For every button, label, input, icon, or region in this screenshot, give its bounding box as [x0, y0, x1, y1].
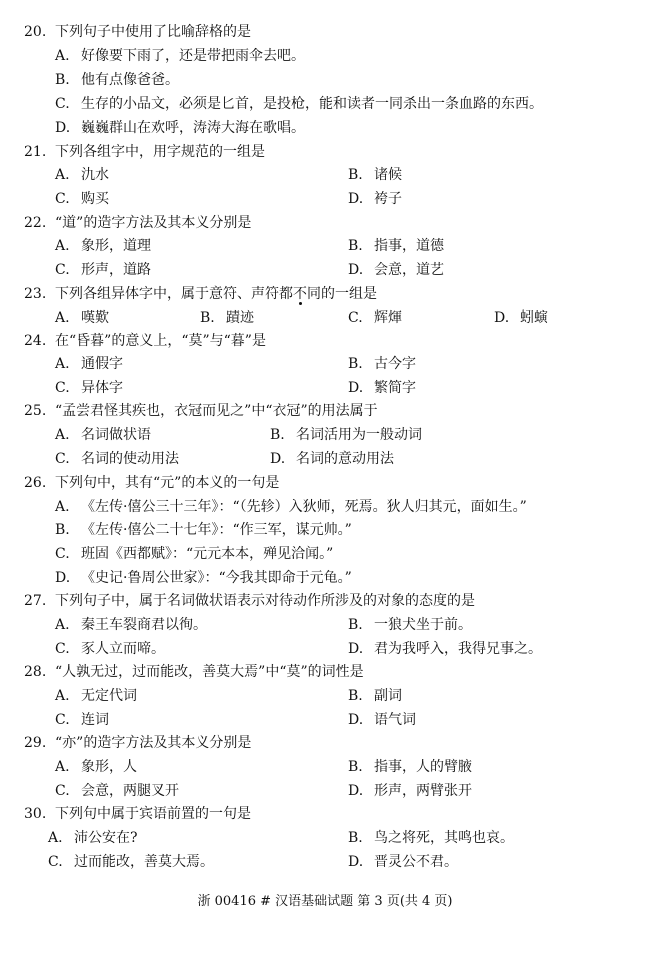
question-stem: “孟尝君怪其疾也，衣冠而见之”中“衣冠”的用法属于	[55, 403, 378, 419]
question-number: 26.	[24, 475, 47, 491]
option-text: 指事，人的臂腋	[374, 759, 472, 775]
option-letter: C.	[55, 546, 70, 562]
option-letter: B.	[348, 238, 363, 254]
question-stem: “亦”的造字方法及其本义分别是	[55, 735, 252, 751]
option-letter: D.	[348, 854, 364, 870]
option-text: 象形，道理	[81, 238, 151, 254]
option-letter: C.	[55, 191, 70, 207]
option-a	[55, 308, 109, 328]
option-text: 通假字	[81, 356, 123, 372]
option-b	[270, 425, 422, 445]
option-text: 副词	[374, 688, 402, 704]
option-letter: A.	[55, 356, 70, 372]
option-letter: A.	[55, 759, 70, 775]
option-letter: A.	[55, 499, 70, 515]
option-c	[348, 308, 402, 328]
option-a	[55, 425, 151, 445]
question-number: 23.	[24, 286, 47, 302]
option-c	[55, 189, 109, 209]
option-text: 晋灵公不君。	[374, 854, 458, 870]
question-number: 24.	[24, 333, 47, 349]
option-text: 一狼犬坐于前。	[374, 617, 472, 633]
option-letter: B.	[348, 167, 363, 183]
emphasized-char: 不	[293, 286, 307, 302]
stem-part: 下列各组异体字中，属于意符、声符都	[55, 286, 293, 302]
option-d	[348, 189, 402, 209]
option-letter: C.	[55, 380, 70, 396]
option-text: 蹟迹	[226, 310, 254, 326]
option-text: 好像要下雨了，还是带把雨伞去吧。	[81, 48, 305, 64]
question-number: 27.	[24, 593, 47, 609]
option-letter: C.	[48, 854, 63, 870]
option-c	[55, 710, 109, 730]
question-number: 30.	[24, 806, 47, 822]
option-letter: D.	[55, 570, 71, 586]
option-text: 嘆歎	[81, 310, 109, 326]
option-a	[55, 757, 137, 777]
option-text: 名词活用为一般动词	[296, 427, 422, 443]
option-letter: A.	[55, 427, 70, 443]
option-letter: D.	[348, 380, 364, 396]
option-b	[348, 165, 402, 185]
option-text: 无定代词	[81, 688, 137, 704]
option-text: 蚓螾	[520, 310, 548, 326]
option-d	[348, 639, 542, 659]
option-d	[494, 308, 548, 328]
option-letter: D.	[270, 451, 286, 467]
option-letter: B.	[55, 522, 70, 538]
option-c	[48, 852, 214, 872]
option-letter: D.	[348, 712, 364, 728]
option-c	[55, 544, 333, 564]
option-letter: A.	[55, 167, 70, 183]
option-text: 购买	[81, 191, 109, 207]
question-stem: 在“昏暮”的意义上，“莫”与“暮”是	[55, 333, 266, 349]
option-a	[55, 354, 123, 374]
option-letter: A.	[55, 617, 70, 633]
option-text: 语气词	[374, 712, 416, 728]
question-number: 20.	[24, 24, 47, 40]
question-number: 21.	[24, 144, 47, 160]
option-text: 鸟之将死，其鸣也哀。	[374, 830, 514, 846]
option-d	[348, 710, 416, 730]
option-letter: D.	[494, 310, 510, 326]
option-letter: D.	[348, 191, 364, 207]
option-d	[348, 378, 416, 398]
option-text: 象形，人	[81, 759, 137, 775]
option-text: 过而能改，善莫大焉。	[74, 854, 214, 870]
question-stem: “人孰无过，过而能改，善莫大焉”中“莫”的词性是	[55, 664, 364, 680]
option-letter: A.	[55, 238, 70, 254]
option-text: 《左传·僖公三十三年》：“（先轸）入狄师，死焉。狄人归其元，面如生。”	[81, 499, 527, 515]
option-text: 辉煇	[374, 310, 402, 326]
option-a	[48, 828, 138, 848]
option-letter: A.	[48, 830, 63, 846]
question-number: 28.	[24, 664, 47, 680]
option-letter: C.	[55, 96, 70, 112]
option-b	[348, 615, 472, 635]
option-letter: D.	[348, 641, 364, 657]
option-text: 秦王车裂商君以徇。	[81, 617, 207, 633]
option-text: 指事，道德	[374, 238, 444, 254]
option-letter: C.	[55, 451, 70, 467]
option-text: 连词	[81, 712, 109, 728]
question-stem: 下列句中，其有“元”的本义的一句是	[55, 475, 280, 491]
option-text: 会意，两腿叉开	[81, 783, 179, 799]
page-footer: 浙 00416 # 汉语基础试题 第 3 页(共 4 页)	[197, 894, 453, 909]
option-a	[55, 46, 305, 66]
option-b	[348, 686, 402, 706]
option-c	[55, 449, 179, 469]
option-text: 名词的使动用法	[81, 451, 179, 467]
option-text: 繁简字	[374, 380, 416, 396]
option-letter: B.	[348, 759, 363, 775]
option-letter: B.	[270, 427, 285, 443]
option-text: 诸候	[374, 167, 402, 183]
option-letter: B.	[200, 310, 215, 326]
option-b	[348, 828, 514, 848]
question-number: 22.	[24, 215, 47, 231]
option-text: 形声，道路	[81, 262, 151, 278]
option-a	[55, 615, 207, 635]
option-letter: A.	[55, 310, 70, 326]
option-letter: A.	[55, 688, 70, 704]
question-stem: 下列句子中使用了比喻辞格的是	[55, 24, 251, 40]
option-c	[55, 378, 123, 398]
option-letter: B.	[348, 617, 363, 633]
option-c	[55, 639, 165, 659]
option-letter: C.	[348, 310, 363, 326]
option-b	[200, 308, 254, 328]
option-letter: B.	[55, 72, 70, 88]
option-d	[348, 260, 444, 280]
option-text: 氿水	[81, 167, 109, 183]
option-letter: D.	[55, 120, 71, 136]
question-stem: “道”的造字方法及其本义分别是	[55, 215, 252, 231]
option-b	[348, 757, 472, 777]
option-text: 他有点像爸爸。	[81, 72, 179, 88]
option-text: 袴子	[374, 191, 402, 207]
option-b	[348, 354, 416, 374]
option-text: 沛公安在?	[74, 830, 138, 846]
option-d	[55, 568, 352, 588]
option-d	[348, 781, 472, 801]
option-text: 生存的小品文，必须是匕首，是投枪，能和读者一同杀出一条血路的东西。	[81, 96, 543, 112]
option-c	[55, 94, 543, 114]
question-number: 29.	[24, 735, 47, 751]
option-b	[348, 236, 444, 256]
option-text: 形声，两臂张开	[374, 783, 472, 799]
option-text: 巍巍群山在欢呼，涛涛大海在歌唱。	[81, 120, 305, 136]
option-letter: A.	[55, 48, 70, 64]
option-text: 名词做状语	[81, 427, 151, 443]
option-d	[348, 852, 458, 872]
stem-part: 同的一组是	[307, 286, 377, 302]
option-b	[55, 70, 179, 90]
option-text: 豕人立而啼。	[81, 641, 165, 657]
option-text: 古今字	[374, 356, 416, 372]
option-letter: C.	[55, 712, 70, 728]
option-b	[55, 520, 352, 540]
question-stem: 下列句子中，属于名词做状语表示对待动作所涉及的对象的态度的是	[55, 593, 475, 609]
question-stem	[55, 284, 377, 304]
option-text: 君为我呼入，我得兄事之。	[374, 641, 542, 657]
question-stem: 下列句中属于宾语前置的一句是	[55, 806, 251, 822]
option-letter: B.	[348, 688, 363, 704]
option-c	[55, 260, 151, 280]
option-c	[55, 781, 179, 801]
option-text: 名词的意动用法	[296, 451, 394, 467]
question-number: 25.	[24, 403, 47, 419]
option-text: 《史记·鲁周公世家》：“今我其即命于元龟。”	[81, 570, 352, 586]
option-letter: C.	[55, 641, 70, 657]
option-a	[55, 236, 151, 256]
option-d	[55, 118, 305, 138]
option-letter: D.	[348, 783, 364, 799]
option-letter: B.	[348, 830, 363, 846]
option-a	[55, 497, 527, 517]
option-text: 班固《西都赋》：“元元本本，殚见洽闻。”	[81, 546, 334, 562]
option-text: 会意，道艺	[374, 262, 444, 278]
question-stem: 下列各组字中，用字规范的一组是	[55, 144, 265, 160]
option-text: 异体字	[81, 380, 123, 396]
option-letter: B.	[348, 356, 363, 372]
option-letter: C.	[55, 783, 70, 799]
option-a	[55, 686, 137, 706]
option-text: 《左传·僖公二十七年》：“作三军，谋元帅。”	[81, 522, 352, 538]
option-d	[270, 449, 394, 469]
option-letter: D.	[348, 262, 364, 278]
option-a	[55, 165, 109, 185]
option-letter: C.	[55, 262, 70, 278]
